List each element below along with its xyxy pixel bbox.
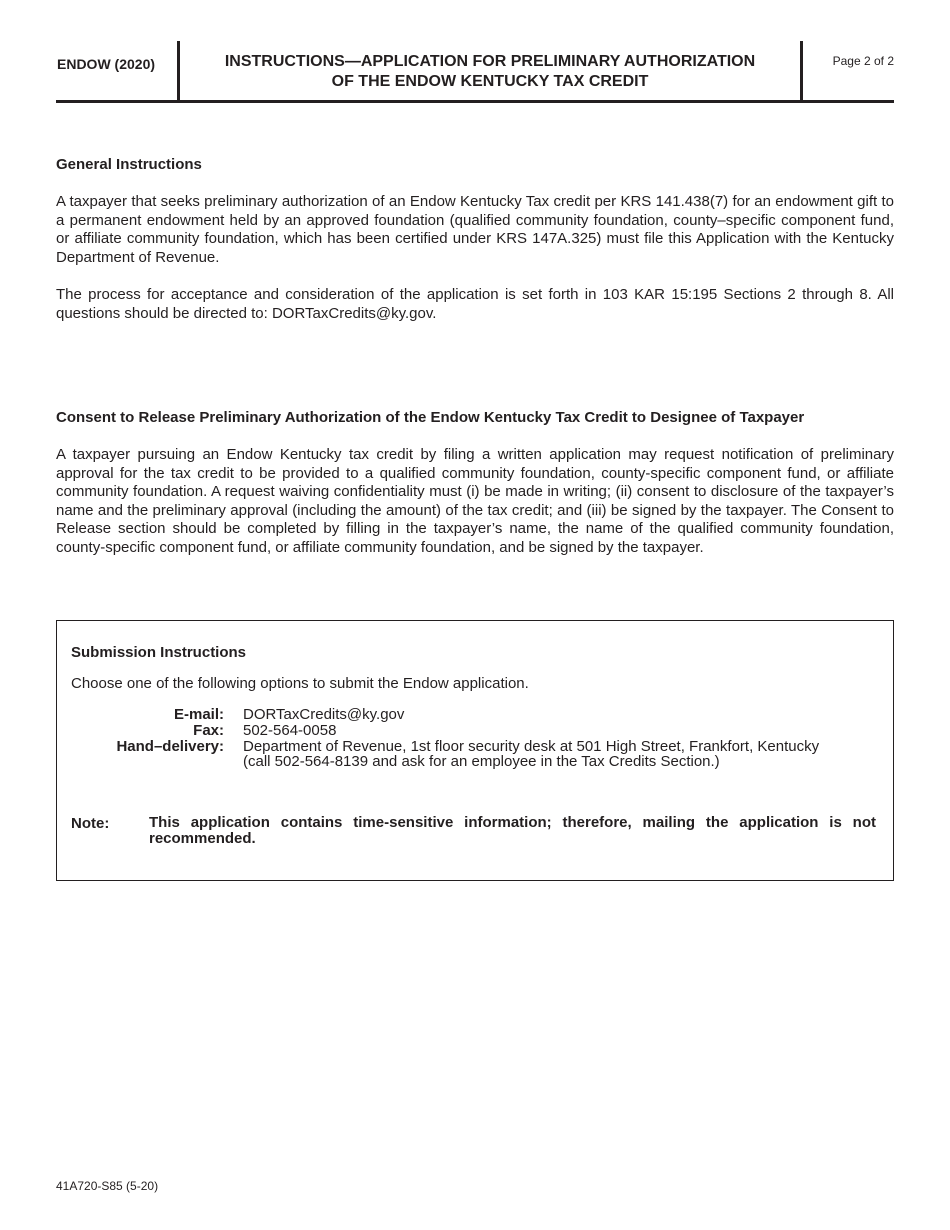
header-rule	[56, 100, 894, 103]
page-title-line2: OF THE ENDOW KENTUCKY TAX CREDIT	[331, 73, 649, 90]
note-text: This application contains time-sensitive information; therefore, mailing the application is not recommended.	[149, 814, 876, 847]
general-instructions-paragraph-1: A taxpayer that seeks preliminary authorization of an Endow Kentucky Tax credit per KRS 141.438(7) for an endowment gift to a permanent endowment held by an approved foundation (qualified community foundation, county–specific component fund, or affiliate community foundation, which has been certified under KRS 147A.325) must file this Application with the Kentucky Department of Revenue.	[56, 193, 894, 266]
note-label: Note:	[71, 815, 110, 832]
page-title	[180, 52, 800, 92]
hand-delivery-label: Hand–delivery:	[116, 738, 224, 755]
hand-delivery-line1: Department of Revenue, 1st floor security desk at 501 High Street, Frankfort, Kentucky	[243, 738, 820, 755]
consent-heading: Consent to Release Preliminary Authorization of the Endow Kentucky Tax Credit to Designee of Taxpayer	[56, 409, 805, 426]
form-id: ENDOW (2020)	[57, 56, 156, 72]
email-label: E-mail:	[173, 706, 224, 723]
header-divider-right	[800, 41, 803, 102]
fax-label: Fax:	[193, 722, 224, 739]
submission-heading: Submission Instructions	[71, 644, 247, 661]
email-value: DORTaxCredits@ky.gov	[243, 706, 405, 723]
page-number: Page 2 of 2	[832, 54, 894, 68]
hand-delivery-line2: (call 502-564-8139 and ask for an employee in the Tax Credits Section.)	[243, 753, 720, 770]
form-number: 41A720-S85 (5-20)	[56, 1179, 159, 1193]
general-instructions-paragraph-2: The process for acceptance and consideration of the application is set forth in 103 KAR 15:195 Sections 2 through 8. All questions should be directed to: DORTaxCredits@ky.gov.	[56, 286, 894, 322]
hand-delivery-value	[243, 739, 888, 769]
submission-intro: Choose one of the following options to submit the Endow application.	[71, 675, 529, 692]
general-instructions-heading: General Instructions	[56, 156, 202, 173]
consent-paragraph: A taxpayer pursuing an Endow Kentucky tax credit by filing a written application may request notification of preliminary approval for the tax credit to be provided to a qualified community foundation, county-specific component fund, or affiliate community foundation. A request waiving confidentiality must (i) be made in writing; (ii) consent to disclosure of the taxpayer’s name and the preliminary approval (including the amount) of the tax credit; and (iii) be signed by the taxpayer. The Consent to Release section should be completed by filling in the taxpayer’s name, the name of the qualified community foundation, county-specific component fund, or affiliate community foundation, and be signed by the taxpayer.	[56, 446, 894, 556]
fax-value: 502-564-0058	[243, 722, 337, 739]
page-title-line1: INSTRUCTIONS—APPLICATION FOR PRELIMINARY AUTHORIZATION	[224, 53, 756, 70]
